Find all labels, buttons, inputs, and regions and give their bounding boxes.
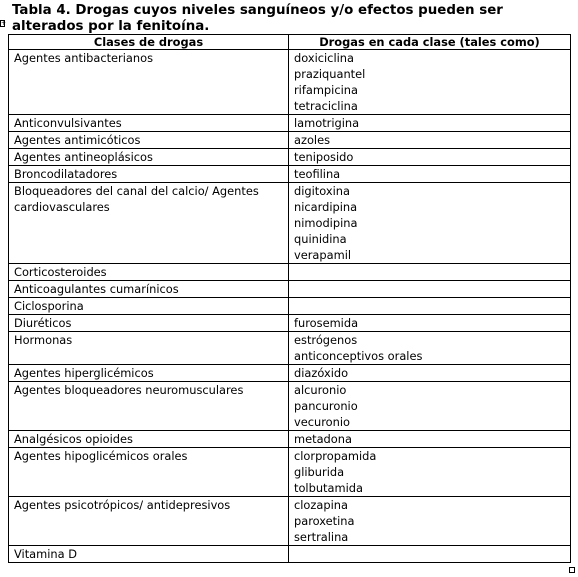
drug-class-label: Agentes antineoplásicos xyxy=(14,150,153,164)
drug-name: tetraciclina xyxy=(294,99,358,113)
table-row xyxy=(9,281,571,298)
empty-cell-spacer xyxy=(294,298,565,314)
drug-class-cell xyxy=(9,365,289,382)
drug-name: clorpropamida xyxy=(294,449,377,463)
table-row xyxy=(9,448,571,497)
table-row xyxy=(9,166,571,183)
drug-list-cell xyxy=(289,166,571,183)
table-row xyxy=(9,115,571,132)
table-row xyxy=(9,132,571,149)
drug-list-cell xyxy=(289,281,571,298)
drug-list-cell xyxy=(289,382,571,431)
drug-list-cell xyxy=(289,183,571,264)
drug-class-cell xyxy=(9,431,289,448)
drug-class-label: Analgésicos opioides xyxy=(14,432,133,446)
table-row xyxy=(9,298,571,315)
drug-list-cell xyxy=(289,298,571,315)
drug-class-cell xyxy=(9,132,289,149)
drug-list-cell xyxy=(289,149,571,166)
drug-class-cell xyxy=(9,264,289,281)
drug-list-cell xyxy=(289,315,571,332)
empty-cell-spacer xyxy=(294,281,565,297)
drug-class-cell xyxy=(9,183,289,264)
drug-name: vecuronio xyxy=(294,415,350,429)
drug-class-label: Diuréticos xyxy=(14,316,72,330)
table-anchor-icon: + xyxy=(1,20,7,27)
table-row xyxy=(9,431,571,448)
empty-cell-spacer xyxy=(294,546,565,562)
drug-name: clozapina xyxy=(294,498,348,512)
drug-name: nimodipina xyxy=(294,216,358,230)
drug-interaction-table xyxy=(8,34,571,563)
drug-class-label: Agentes hiperglicémicos xyxy=(14,366,154,380)
drug-class-label: Agentes psicotrópicos/ antidepresivos xyxy=(14,498,231,512)
drug-name: furosemida xyxy=(294,316,359,330)
drug-class-cell xyxy=(9,448,289,497)
drug-name: verapamil xyxy=(294,248,352,262)
drug-class-label: Broncodilatadores xyxy=(14,167,118,181)
table-row xyxy=(9,546,571,563)
drug-name: quinidina xyxy=(294,232,347,246)
drug-list-cell xyxy=(289,497,571,546)
empty-cell-spacer xyxy=(294,264,565,280)
drug-class-label: Corticosteroides xyxy=(14,265,107,279)
drug-list-cell xyxy=(289,50,571,115)
table-body xyxy=(9,50,571,563)
drug-class-label: Agentes antibacterianos xyxy=(14,51,154,65)
drug-class-cell xyxy=(9,298,289,315)
drug-class-cell xyxy=(9,115,289,132)
drug-name: azoles xyxy=(294,133,331,147)
drug-name: estrógenos xyxy=(294,333,358,347)
drug-list-cell xyxy=(289,115,571,132)
drug-list-cell xyxy=(289,332,571,365)
drug-class-cell xyxy=(9,50,289,115)
table-row xyxy=(9,149,571,166)
drug-name: anticonceptivos orales xyxy=(294,349,423,363)
drug-name: pancuronio xyxy=(294,399,358,413)
drug-name: digitoxina xyxy=(294,184,350,198)
drug-class-label: Ciclosporina xyxy=(14,299,84,313)
drug-list-cell xyxy=(289,264,571,281)
drug-name: lamotrigina xyxy=(294,116,360,130)
drug-class-cell xyxy=(9,315,289,332)
header-drugs-in-class: Drogas en cada clase (tales como) xyxy=(289,35,571,50)
table-row xyxy=(9,497,571,546)
drug-name: teniposido xyxy=(294,150,354,164)
drug-name: teofilina xyxy=(294,167,341,181)
drug-name: paroxetina xyxy=(294,514,355,528)
table-caption: Tabla 4. Drogas cuyos niveles sanguíneos y/o efectos pueden ser alterados por la fenitoína. xyxy=(12,3,503,34)
table-resize-handle-icon[interactable] xyxy=(569,567,575,573)
drug-name: nicardipina xyxy=(294,200,358,214)
drug-class-label: Hormonas xyxy=(14,333,73,347)
drug-class-label: Anticoagulantes cumarínicos xyxy=(14,282,179,296)
drug-class-cell xyxy=(9,166,289,183)
table-row xyxy=(9,183,571,264)
drug-name: metadona xyxy=(294,432,352,446)
drug-class-cell xyxy=(9,382,289,431)
drug-name: tolbutamida xyxy=(294,481,363,495)
drug-name: sertralina xyxy=(294,530,349,544)
drug-name: diazóxido xyxy=(294,366,349,380)
drug-class-cell xyxy=(9,332,289,365)
drug-class-label: Anticonvulsivantes xyxy=(14,116,122,130)
drug-list-cell xyxy=(289,365,571,382)
drug-name: gliburida xyxy=(294,465,345,479)
header-drug-class: Clases de drogas xyxy=(9,35,289,50)
drug-class-label: Vitamina D xyxy=(14,547,78,561)
table-row xyxy=(9,315,571,332)
drug-list-cell xyxy=(289,448,571,497)
table-row xyxy=(9,332,571,365)
drug-class-cell xyxy=(9,497,289,546)
drug-class-label: Agentes antimicóticos xyxy=(14,133,141,147)
drug-class-cell xyxy=(9,281,289,298)
drug-class-cell xyxy=(9,149,289,166)
drug-class-cell xyxy=(9,546,289,563)
drug-list-cell xyxy=(289,546,571,563)
drug-class-label: Bloqueadores del canal del calcio/ Agentes cardiovasculares xyxy=(14,184,259,214)
table-row xyxy=(9,365,571,382)
drug-name: praziquantel xyxy=(294,67,366,81)
drug-class-label: Agentes hipoglicémicos orales xyxy=(14,449,188,463)
table-row xyxy=(9,382,571,431)
drug-name: rifampicina xyxy=(294,83,358,97)
table-header-row xyxy=(9,35,571,50)
drug-class-label: Agentes bloqueadores neuromusculares xyxy=(14,383,244,397)
table-row xyxy=(9,50,571,115)
drug-name: alcuronio xyxy=(294,383,347,397)
table-row xyxy=(9,264,571,281)
drug-list-cell xyxy=(289,431,571,448)
drug-list-cell xyxy=(289,132,571,149)
drug-name: doxiciclina xyxy=(294,51,354,65)
